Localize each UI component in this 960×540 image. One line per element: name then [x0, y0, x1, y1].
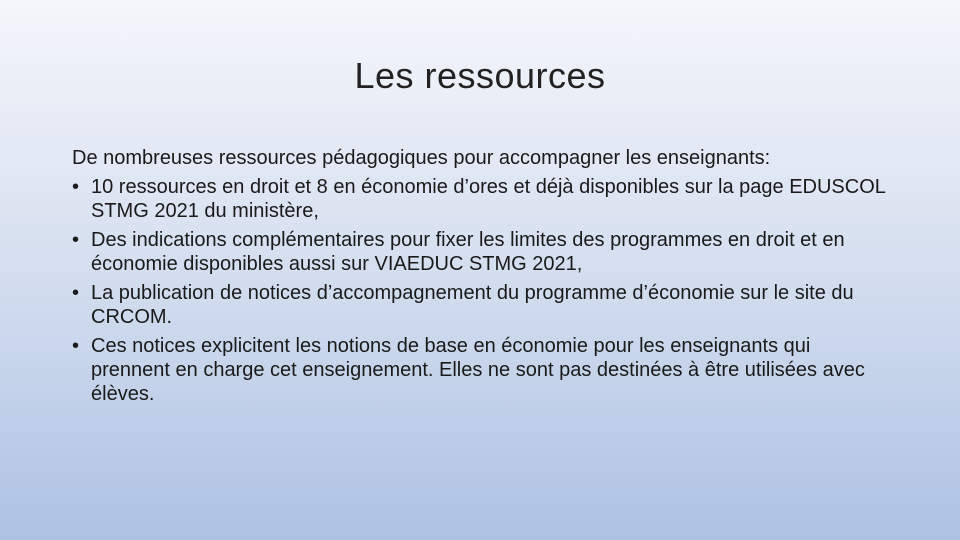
bullet-icon: • — [72, 335, 80, 357]
bullet-item — [72, 281, 892, 329]
bullet-text: La publication de notices d’accompagnement du programme d’économie sur le site du CRCOM. — [91, 282, 854, 328]
bullet-text: Des indications complémentaires pour fixer les limites des programmes en droit et en économie disponibles aussi sur VIAEDUC STMG 2021, — [91, 229, 845, 275]
bullet-icon: • — [72, 229, 80, 251]
intro-text: De nombreuses ressources pédagogiques pour accompagner les enseignants: — [72, 147, 771, 169]
slide-title: Les ressources — [354, 55, 606, 96]
bullet-item — [72, 334, 892, 406]
bullet-icon: • — [72, 176, 80, 198]
bullet-item — [72, 175, 892, 223]
slide-body — [72, 146, 892, 411]
bullet-list — [72, 175, 892, 406]
bullet-icon: • — [72, 282, 80, 304]
bullet-text: Ces notices explicitent les notions de base en économie pour les enseignants qui prennent en charge cet enseignement. Elles ne sont pas destinées à être utilisées avec élèves. — [91, 335, 865, 405]
bullet-item — [72, 228, 892, 276]
bullet-text: 10 ressources en droit et 8 en économie d’ores et déjà disponibles sur la page EDUSCOL STMG 2021 du ministère, — [91, 176, 886, 222]
